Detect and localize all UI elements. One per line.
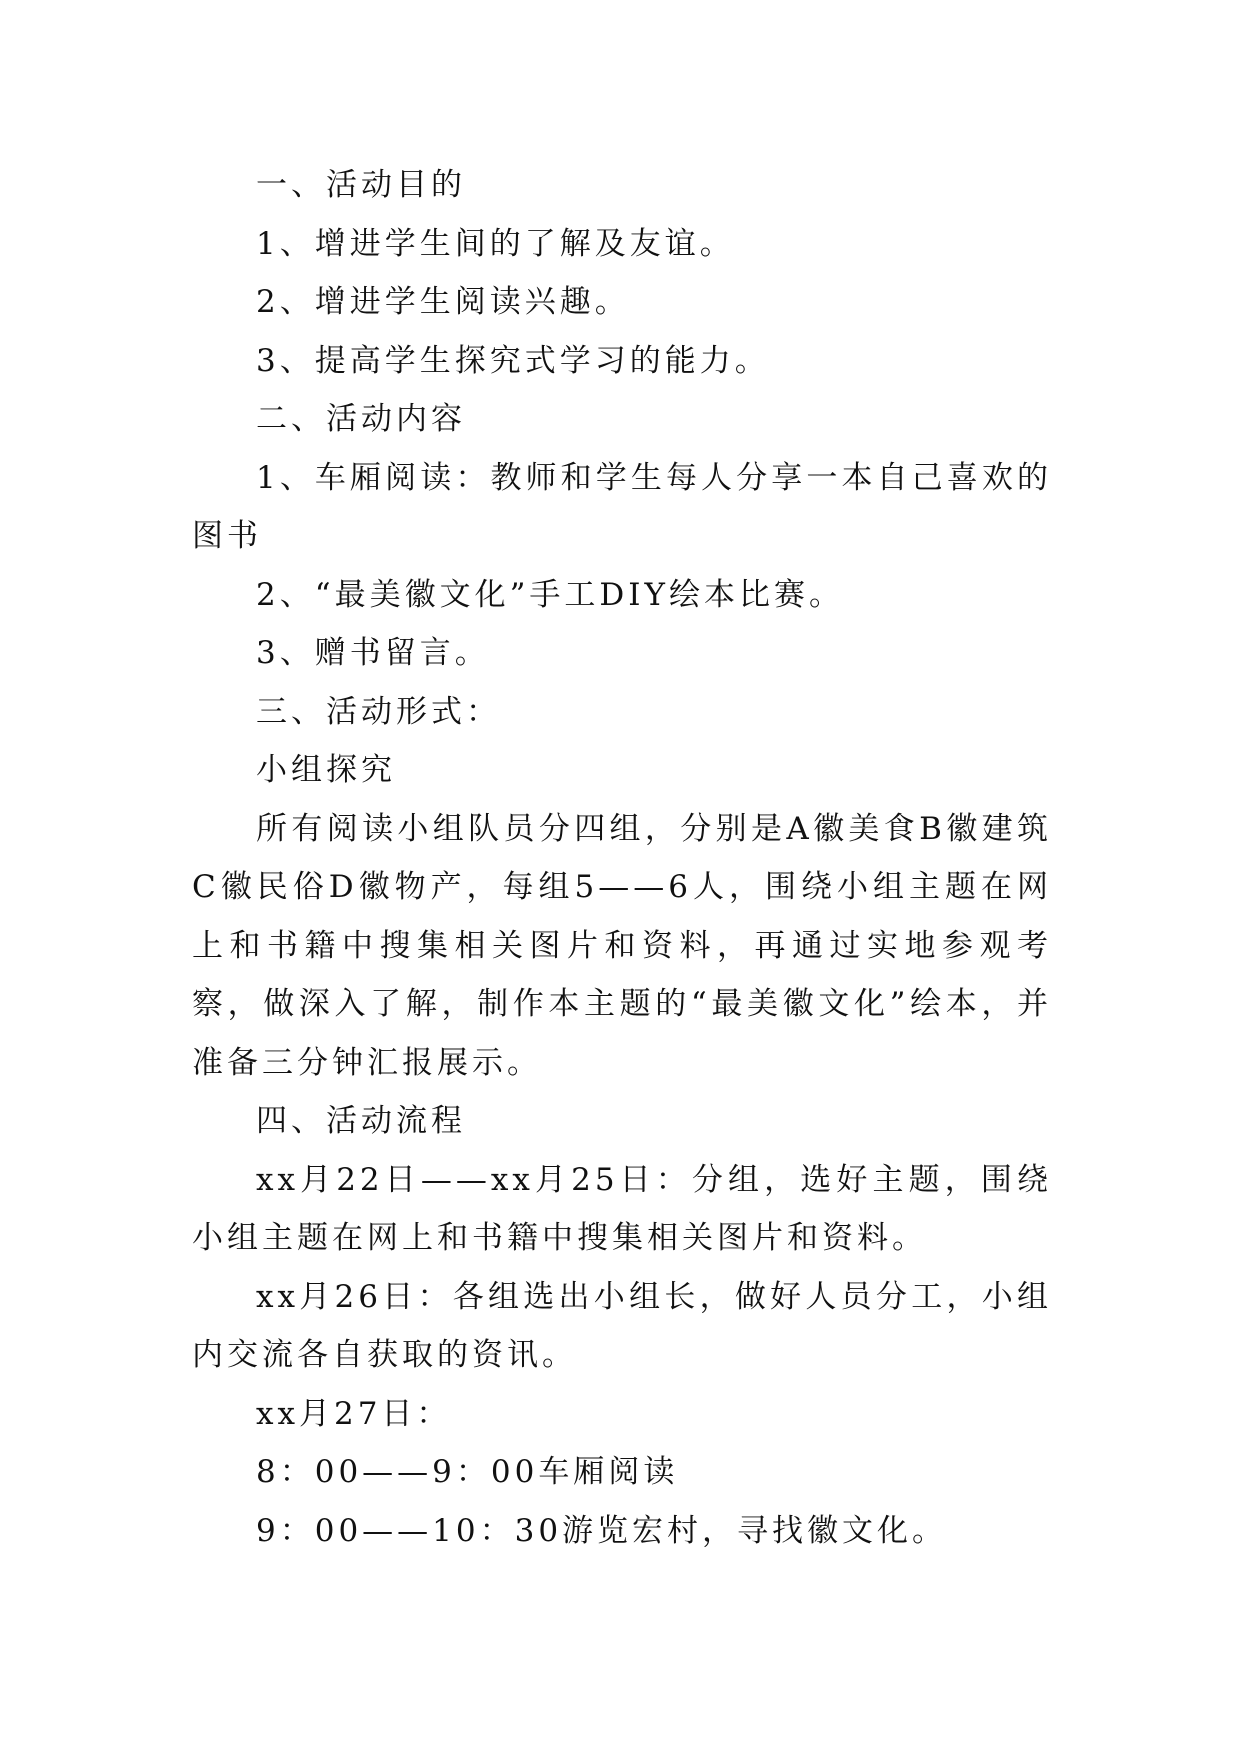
content-item-3: 3、赠书留言。	[256, 635, 490, 671]
section-heading-process: 四、活动流程	[256, 1103, 466, 1139]
schedule-item-2: 9：00——10：30游览宏村，寻找徽文化。	[256, 1512, 948, 1549]
purpose-item-2: 2、增进学生阅读兴趣。	[256, 284, 630, 320]
section-heading-format: 三、活动形式：	[256, 693, 501, 730]
process-step-2: xx月26日：各组选出小组长，做好人员分工，小组内交流各自获取的资讯。	[192, 1278, 1052, 1373]
document-body	[192, 156, 1052, 1560]
schedule-item-1: 8：00——9：00车厢阅读	[256, 1454, 679, 1490]
purpose-item-1: 1、增进学生间的了解及友谊。	[256, 225, 735, 262]
content-item-1: 1、车厢阅读：教师和学生每人分享一本自己喜欢的图书	[192, 459, 1052, 554]
process-step-3: xx月27日：	[256, 1395, 452, 1432]
format-paragraph: 所有阅读小组队员分四组，分别是A徽美食B徽建筑C徽民俗D徽物产，每组5——6人，围绕小组主题在网上和书籍中搜集相关图片和资料，再通过实地参观考察，做深入了解，制作本主题的“最美徽文化”绘本，并准备三分钟汇报展示。	[192, 810, 1052, 1081]
purpose-item-3: 3、提高学生探究式学习的能力。	[256, 342, 770, 379]
content-item-2: 2、“最美徽文化”手工DIY绘本比赛。	[256, 576, 844, 613]
section-heading-content: 二、活动内容	[256, 401, 466, 437]
format-subheading: 小组探究	[256, 752, 396, 788]
process-step-1: xx月22日——xx月25日：分组，选好主题，围绕小组主题在网上和书籍中搜集相关图片和资料。	[192, 1161, 1052, 1256]
section-heading-purpose: 一、活动目的	[256, 167, 466, 203]
